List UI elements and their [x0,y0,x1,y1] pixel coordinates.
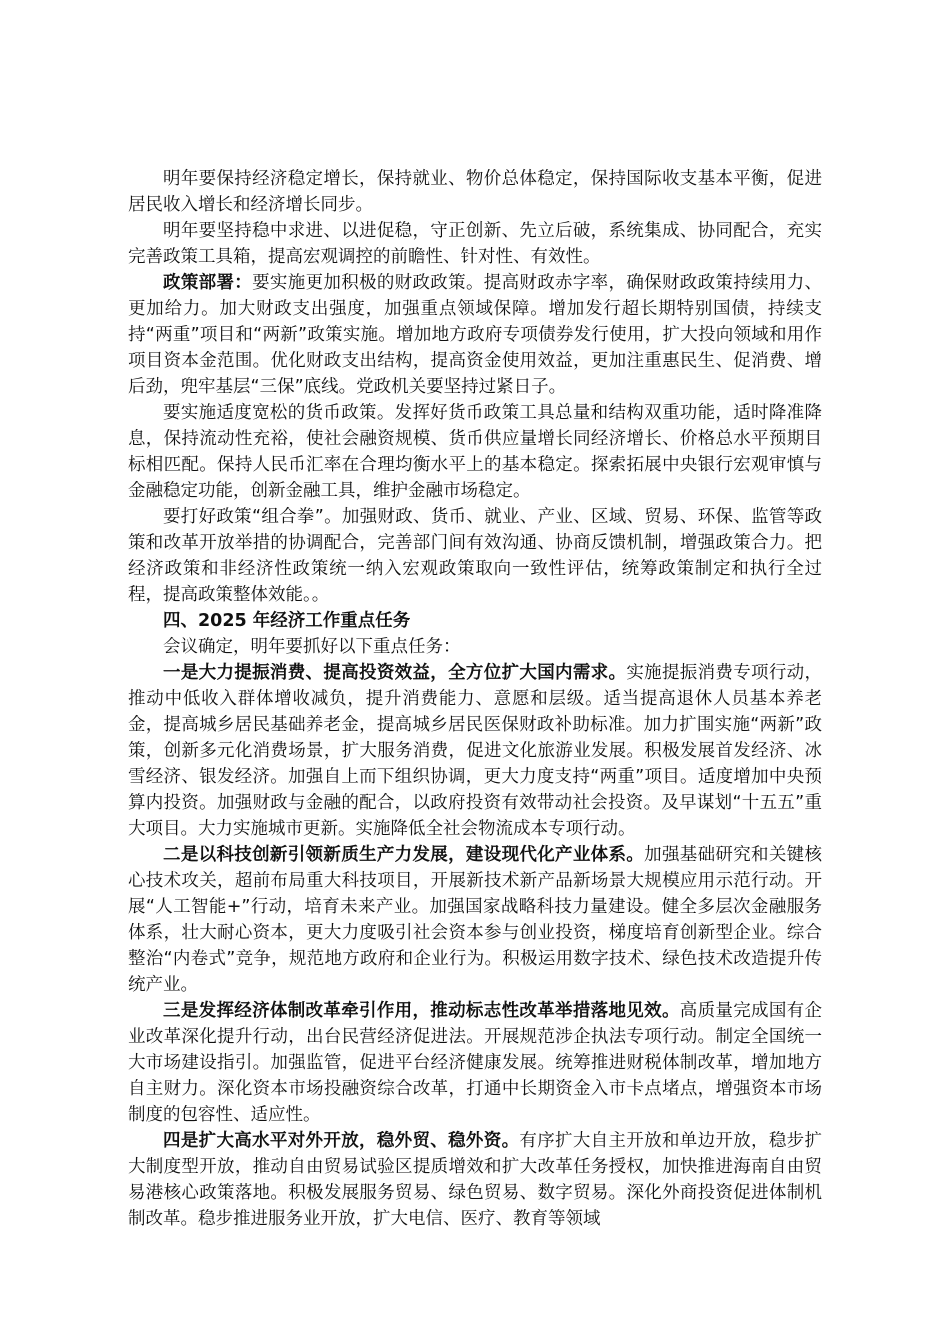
paragraph-text: 明年要保持经济稳定增长，保持就业、物价总体稳定，保持国际收支基本平衡，促进居民收入增长和经济增长同步。 [128,169,822,215]
section-intro: 会议确定，明年要抓好以下重点任务： [163,637,461,657]
task-text: 加强基础研究和关键核心技术攻关，超前布局重大科技项目，开展新技术新产品新场景大规模应用示范行动。开展“人工智能+”行动，培育未来产业。加强国家战略科技力量建设。健全多层次金融服务体系，壮大耐心资本，更大力度吸引社会资本参与创业投资，梯度培育创新型企业。综合整治“内卷式”竞争，规范地方政府和企业行为。积极运用数字技术、绿色技术改造提升传统产业。 [128,845,822,995]
paragraph-text: 要实施适度宽松的货币政策。发挥好货币政策工具总量和结构双重功能，适时降准降息，保持流动性充裕，使社会融资规模、货币供应量增长同经济增长、价格总水平预期目标相匹配。保持人民币汇率在合理均衡水平上的基本稳定。探索拓展中央银行宏观审慎与金融稳定功能，创新金融工具，维护金融市场稳定。 [128,403,822,501]
task-tech-innovation [128,842,822,998]
task-opening-up [128,1128,822,1232]
section-heading: 四、2025 年经济工作重点任务 [163,611,411,631]
task-lead: 二是以科技创新引领新质生产力发展，建设现代化产业体系。 [163,845,645,865]
paragraph-monetary-policy [128,400,822,504]
task-text: 高质量完成国有企业改革深化提升行动，出台民营经济促进法。开展规范涉企执法专项行动。制定全国统一大市场建设指引。加强监管，促进平台经济健康发展。统筹推进财税体制改革，增加地方自主财力。深化资本市场投融资综合改革，打通中长期资金入市卡点堵点，增强资本市场制度的包容性、适应性。 [128,1001,823,1125]
paragraph-lead: 政策部署： [163,273,253,293]
task-text: 有序扩大自主开放和单边开放，稳步扩大制度型开放，推动自由贸易试验区提质增效和扩大改革任务授权，加快推进海南自由贸易港核心政策落地。积极发展服务贸易、绿色贸易、数字贸易。深化外商投资促进体制机制改革。稳步推进服务业开放，扩大电信、医疗、教育等领域 [128,1131,823,1229]
task-lead: 四是扩大高水平对外开放，稳外贸、稳外资。 [163,1131,520,1151]
paragraph-text: 要打好政策“组合拳”。加强财政、货币、就业、产业、区域、贸易、环保、监管等政策和改革开放举措的协调配合，完善部门间有效沟通、协商反馈机制，增强政策合力。把经济政策和非经济性政策统一纳入宏观政策取向一致性评估，统筹政策制定和执行全过程，提高政策整体效能。。 [128,507,822,605]
paragraph-policy-combo [128,504,822,608]
task-economic-reform [128,998,822,1128]
paragraph-stability [128,218,822,270]
task-domestic-demand [128,660,822,842]
paragraph-text: 要实施更加积极的财政政策。提高财政赤字率，确保财政政策持续用力、更加给力。加大财政支出强度，加强重点领域保障。增加发行超长期特别国债，持续支持“两重”项目和“两新”政策实施。增加地方政府专项债券发行使用，扩大投向领域和用作项目资本金范围。优化财政支出结构，提高资金使用效益，更加注重惠民生、促消费、增后劲，兜牢基层“三保”底线。党政机关要坚持过紧日子。 [128,273,823,397]
task-text: 实施提振消费专项行动，推动中低收入群体增收减负，提升消费能力、意愿和层级。适当提高退休人员基本养老金，提高城乡居民基础养老金，提高城乡居民医保财政补助标准。加力扩围实施“两新”政策，创新多元化消费场景，扩大服务消费，促进文化旅游业发展。积极发展首发经济、冰雪经济、银发经济。加强自上而下组织协调，更大力度支持“两重”项目。适度增加中央预算内投资。加强财政与金融的配合，以政府投资有效带动社会投资。及早谋划“十五五”重大项目。大力实施城市更新。实施降低全社会物流成本专项行动。 [128,663,823,839]
paragraph-text: 明年要坚持稳中求进、以进促稳，守正创新、先立后破，系统集成、协同配合，充实完善政策工具箱，提高宏观调控的前瞻性、针对性、有效性。 [128,221,822,267]
paragraph-growth-targets [128,166,822,218]
task-lead: 一是大力提振消费、提高投资效益，全方位扩大国内需求。 [163,663,627,683]
paragraph-fiscal-policy [128,270,822,400]
document-body [128,166,822,1232]
task-lead: 三是发挥经济体制改革牵引作用，推动标志性改革举措落地见效。 [163,1001,680,1021]
